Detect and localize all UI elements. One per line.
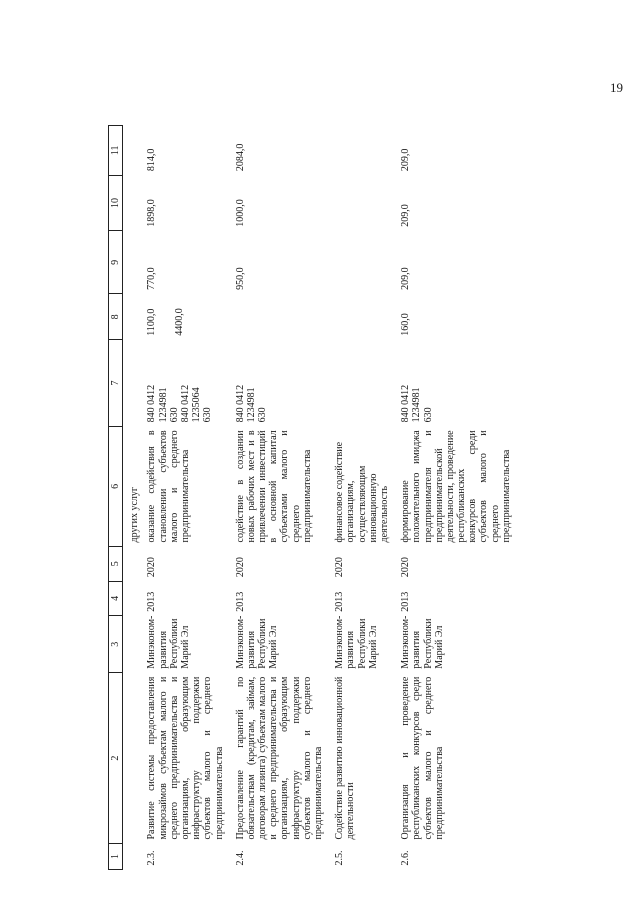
column-header: 1 xyxy=(109,844,123,870)
page-number: 19 xyxy=(610,80,623,95)
amount-col11: 2084,0 xyxy=(234,143,246,172)
table-row xyxy=(396,126,518,870)
budget-code: 840 0412 xyxy=(234,384,246,423)
budget-code: 1234981 xyxy=(157,387,169,423)
column-header: 5 xyxy=(109,546,123,581)
column-header: 7 xyxy=(109,340,123,427)
budget-code: 630 xyxy=(422,407,434,423)
amount-col8: 160,0 xyxy=(400,313,412,336)
row-number: 2.4. xyxy=(234,850,246,866)
row-number: 2.6. xyxy=(400,850,412,866)
budget-codes xyxy=(142,340,230,427)
row-number: 2.3. xyxy=(146,850,158,866)
amount-col10: 1898,0 xyxy=(146,199,158,227)
result-text: оказание содействия в становлении субъектов малого и среднего предпринимательства xyxy=(146,430,191,543)
row-number: 2.5. xyxy=(334,850,346,866)
budget-code: 1234981 xyxy=(411,387,423,423)
amount-col11: 814,0 xyxy=(146,148,158,172)
budget-code: 840 0412 xyxy=(146,384,158,423)
activity-text: Развитие системы предоставления микрозаймов субъектам малого и среднего предпринимательства и организациям, образующим инфраструктуру поддержки субъектов малого и среднего предпринимательства xyxy=(146,676,225,840)
amount-col9: 209,0 xyxy=(400,267,412,290)
end-year: 2020 xyxy=(400,557,412,578)
budget-code: 630 xyxy=(257,407,269,423)
activity-text: Предоставление гарантий по обязательствам (кредитам, займам, договорам лизинга) субъектам малого и среднего предпринимательства и организациям, образующим инфраструктуру поддержки субъектов малого и среднего предпринимательства xyxy=(234,676,324,840)
continuation-row xyxy=(123,126,143,870)
table-row xyxy=(231,126,331,870)
amount-col10 xyxy=(330,175,396,231)
amount-col9: 770,0 xyxy=(146,267,158,290)
budget-code: 630 xyxy=(202,407,214,423)
budget-codes xyxy=(330,340,396,427)
executor-text: Минэконом-развития Республики Марий Эл xyxy=(234,615,280,669)
program-table xyxy=(108,125,518,870)
start-year: 2013 xyxy=(400,591,412,612)
column-header: 3 xyxy=(109,616,123,673)
table-row xyxy=(330,126,396,870)
amount-col9: 950,0 xyxy=(234,267,246,290)
amount-col8 xyxy=(142,294,230,340)
end-year: 2020 xyxy=(234,557,246,578)
result-text: формирование положительного имиджа предпринимателя и предпринимательской деятельности, проведение республиканских конкурсов среди субъектов малого и среднего предпринимательства xyxy=(400,430,512,543)
continuation-text: других услуг xyxy=(129,486,141,543)
column-header: 2 xyxy=(109,673,123,844)
budget-codes xyxy=(231,340,331,427)
amount-col8 xyxy=(330,294,396,340)
budget-codes xyxy=(396,340,518,427)
budget-code: 840 0412 xyxy=(179,384,191,423)
budget-code: 1235064 xyxy=(191,387,203,423)
start-year: 2013 xyxy=(146,591,158,612)
result-text: содействие в создании новых рабочих мест и в привлечении инвестиций в основной капитал субъектами малого и среднего предпринимательства xyxy=(234,430,313,543)
executor-text: Минэконом-развития Республики Марий Эл xyxy=(334,615,379,669)
end-year: 2020 xyxy=(146,557,158,578)
budget-code: 840 0412 xyxy=(400,384,412,423)
result-text: финансовое содействие организациям, осуществляющим инновационную деятельность xyxy=(334,441,390,543)
amount-value: 1100,0 xyxy=(146,308,158,336)
column-header: 6 xyxy=(109,426,123,546)
executor-text: Минэконом-развития Республики Марий Эл xyxy=(146,615,191,669)
activity-text: Содействие развитию инновационной деятельности xyxy=(334,676,357,840)
column-header: 9 xyxy=(109,231,123,294)
amount-col11 xyxy=(330,126,396,176)
column-header: 8 xyxy=(109,294,123,340)
amount-value: 4400,0 xyxy=(173,308,185,336)
rotated-table-container xyxy=(108,125,633,870)
budget-code: 630 xyxy=(168,407,180,423)
activity-text: Организация и проведение республиканских конкурсов среди субъектов малого и среднего предпринимательства xyxy=(400,676,445,840)
amount-col11: 209,0 xyxy=(400,148,412,172)
budget-code: 1234981 xyxy=(245,387,257,423)
start-year: 2013 xyxy=(234,591,246,612)
start-year: 2013 xyxy=(334,591,346,612)
column-header: 4 xyxy=(109,581,123,616)
amount-col10: 1000,0 xyxy=(234,199,246,227)
column-header: 10 xyxy=(109,175,123,231)
amount-col9 xyxy=(330,231,396,294)
amount-col8 xyxy=(231,294,331,340)
amount-col10: 209,0 xyxy=(400,204,412,227)
executor-text: Минэконом-развития Республики Марий Эл xyxy=(400,615,445,669)
table-row xyxy=(142,126,230,870)
column-number-row xyxy=(109,126,123,870)
column-header: 11 xyxy=(109,126,123,176)
end-year: 2020 xyxy=(334,557,346,578)
